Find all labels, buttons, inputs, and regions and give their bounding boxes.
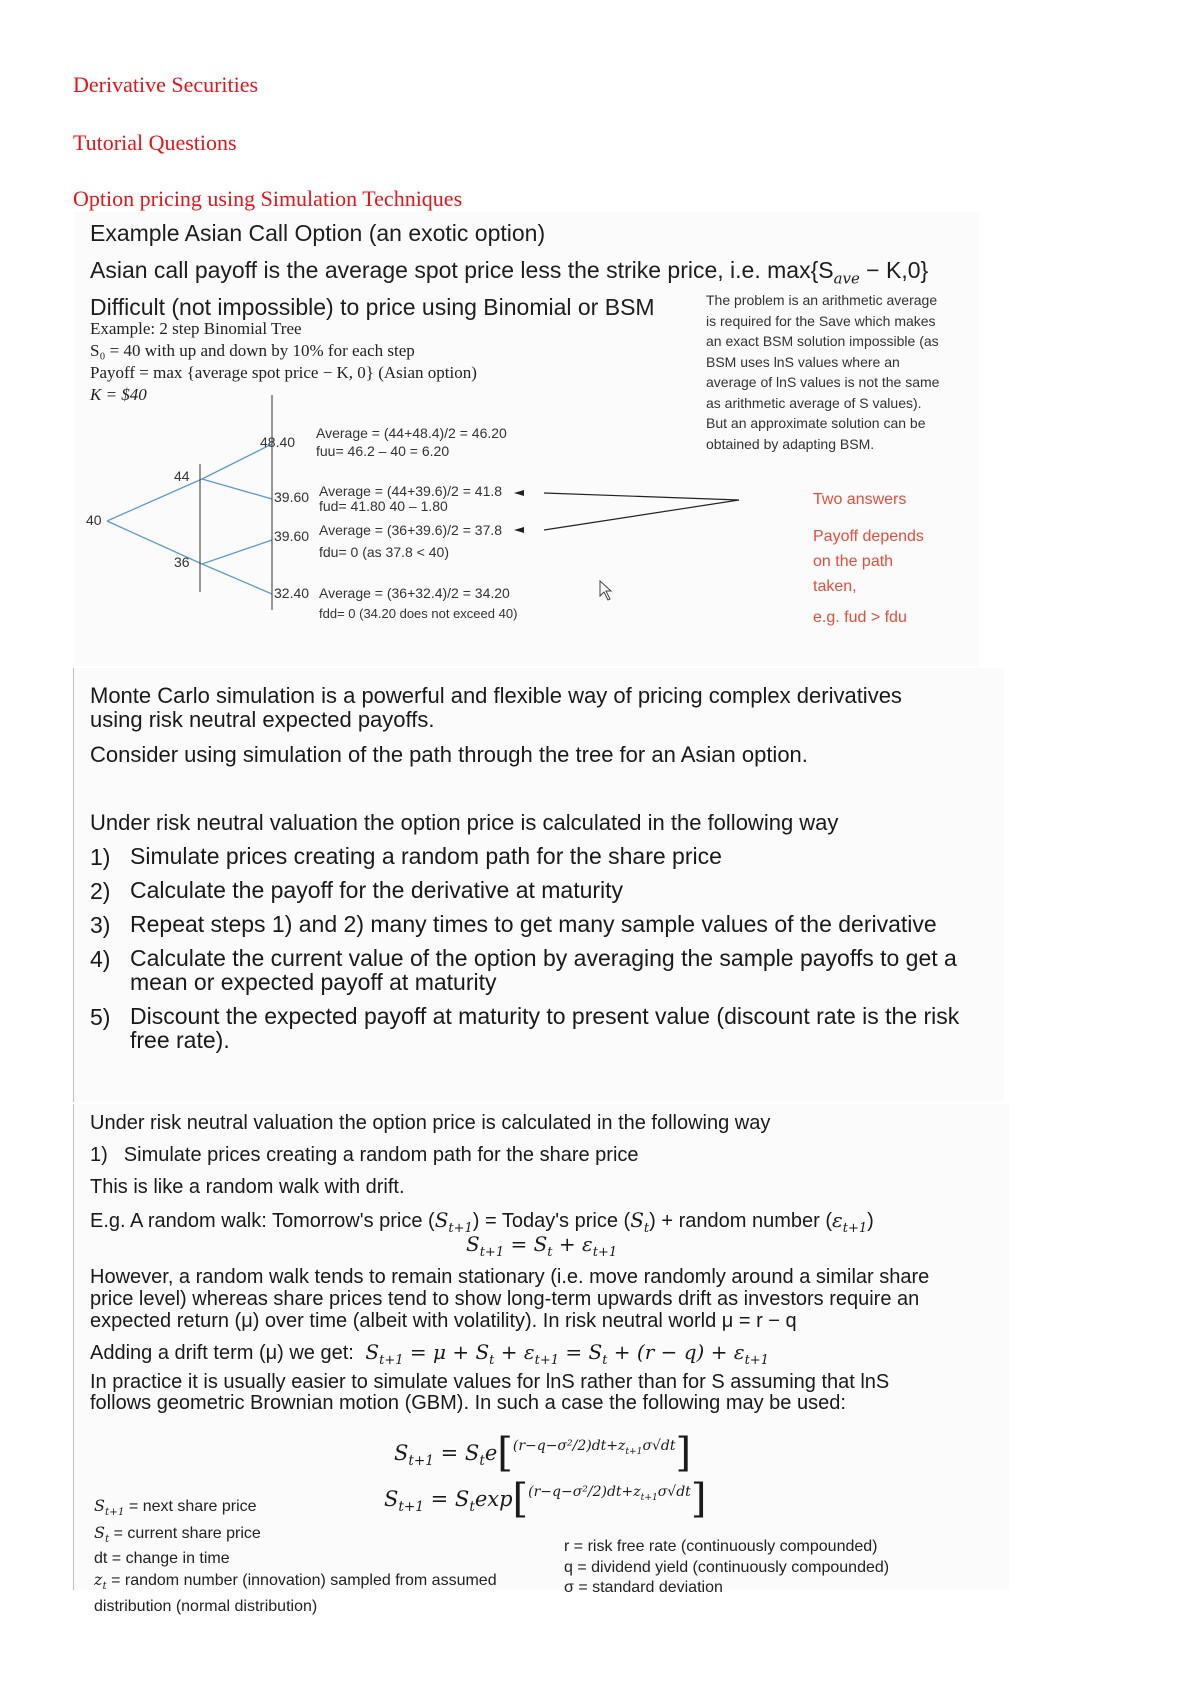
eq-random-walk: $S_{t+1} = S_t + \varepsilon_{t+1}$ [466, 1232, 618, 1260]
rw-example: E.g. A random walk: Tomorrow's price $(S_{t+1})$ = Today's price $(S_t)$ + random number $(\varepsilon_{t+1})$ [90, 1208, 874, 1236]
mc-rnv-heading: Under risk neutral valuation the option price is calculated in the following way [90, 810, 839, 835]
binomial-example: Example: 2 step Binomial Tree S₀ = 40 with up and down by 10% for each step Payoff = max {average spot price − K, 0} (Asian option) K = $40 [90, 319, 477, 404]
node-48-40: 48.40 [260, 434, 296, 450]
rw-drift: This is like a random walk with drift. [90, 1176, 405, 1198]
rw-drift-term: Adding a drift term (μ) we get: $S_{t+1} = \mu + S_t + \varepsilon_{t+1} = S_t + (r - q) + \varepsilon_{t+1}$ [90, 1340, 769, 1368]
red-example: e.g. fud > fdu [813, 609, 907, 626]
slide1-title: Example Asian Call Option (an exotic option) [90, 220, 546, 246]
rw-heading: Under risk neutral valuation the option price is calculated in the following way [90, 1112, 771, 1134]
slide1-difficult: Difficult (not impossible) to price using Binomial or BSM [90, 294, 655, 320]
node-36: 36 [174, 554, 190, 570]
node-44: 44 [174, 468, 190, 484]
calc-uu: Average = (44+48.4)/2 = 46.20 fuu= 46.2 – 40 = 6.20 [316, 425, 507, 459]
doc-subtitle: Tutorial Questions [73, 130, 237, 155]
slide-asian-option [74, 212, 979, 666]
eq-gbm-1: $S_{t+1} = S_te[^{(r-q-\sigma^2/2)dt+z_{t+1}\sigma√dt}]$ [394, 1430, 692, 1476]
node-39-60-b: 39.60 [274, 528, 310, 544]
doc-title: Derivative Securities [73, 72, 259, 97]
red-two-answers: Two answers [813, 491, 907, 508]
section-title: Option pricing using Simulation Techniques [73, 186, 463, 211]
slide-random-walk [74, 1104, 1009, 1615]
rw-step-1: 1) Simulate prices creating a random path for the share price [90, 1144, 639, 1166]
bsm-note: The problem is an arithmetic average is required for the Save which makes an exact BSM solution impossible (as BSM uses lnS values where an average of lnS values is not the same as arithmetic average of S values). But an approximate solution can be obtained by adapting BSM. [706, 292, 940, 452]
mc-consider: Consider using simulation of the path through the tree for an Asian option. [90, 742, 808, 767]
calc-du: Average = (36+39.6)/2 = 37.8 fdu= 0 (as 37.8 < 40) [319, 522, 503, 560]
defs-right: r = risk free rate (continuously compounded) q = dividend yield (continuously compounded) σ = standard deviation [564, 1538, 890, 1596]
calc-dd: Average = (36+32.4)/2 = 34.20 fdd= 0 (34.20 does not exceed 40) [319, 585, 518, 621]
rw-stationary: However, a random walk tends to remain stationary (i.e. move randomly around a similar share price level) whereas share prices tend to show long-term upwards drift as investors require an expected return (μ) over time (albeit with volatility). In risk neutral world μ = r − q [90, 1266, 930, 1332]
rw-gbm: In practice it is usually easier to simulate values for lnS rather than for S assuming that lnS follows geometric Brownian motion (GBM). In such a case the following may be used: [90, 1371, 890, 1414]
slide1-payoff-line: Asian call payoff is the average spot price less the strike price, i.e. $\max\{S_{ave} - K,0\}$ [90, 257, 929, 288]
node-32-40: 32.40 [274, 585, 310, 601]
red-path-note: Payoff depends on the path taken, [813, 528, 924, 595]
calc-ud: Average = (44+39.6)/2 = 41.8 fud= 41.80 40 – 1.80 [319, 483, 503, 514]
defs-left: $S_{t+1}$ = next share price $S_t$ = current share price dt = change in time $z_t$ = random number (innovation) sampled from assumed distribution (normal distribution) [94, 1496, 497, 1615]
node-39-60-a: 39.60 [274, 489, 310, 505]
mc-intro: Monte Carlo simulation is a powerful and flexible way of pricing complex derivatives using risk neutral expected payoffs. [90, 683, 902, 732]
eq-gbm-2: $S_{t+1} = S_t\exp[^{(r-q-\sigma^2/2)dt+z_{t+1}\sigma√dt}]$ [384, 1476, 707, 1522]
slide-monte-carlo: Monte Carlo simulation is a powerful and flexible way of pricing complex derivatives using risk neutral expected payoffs. Consider using simulation of the path through the tree for an Asian option. Under risk neutral valuation the option price is calculated in the following way 1) Simulate prices creating a random path for the share price 2) Calculate the payoff for the derivative at maturity 3) Repeat steps 1) and 2) many times to get many sample values of the derivative 4) Calculate the current value of the option by averaging the sample payoffs to get a mean or expected payoff at maturity 5) Discount the expected payoff at maturity to present value (discount rate is the risk free rate). [74, 668, 1004, 1102]
node-40: 40 [86, 512, 102, 528]
